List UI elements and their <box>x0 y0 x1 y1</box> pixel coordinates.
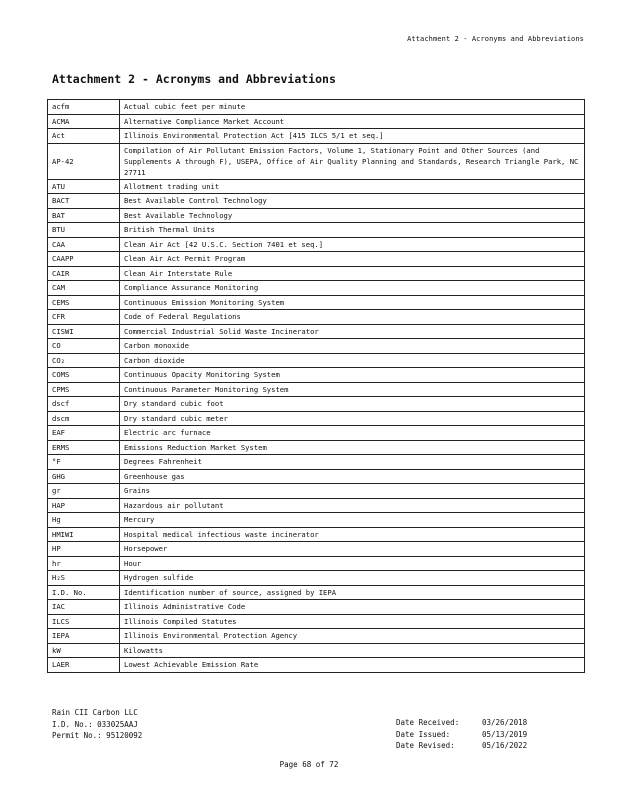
table-row <box>48 295 585 310</box>
acronym-term: CPMS <box>48 382 120 397</box>
table-row <box>48 100 585 115</box>
table-row <box>48 643 585 658</box>
acronym-definition: Greenhouse gas <box>120 469 585 484</box>
acronym-definition: Illinois Environmental Protection Agency <box>120 629 585 644</box>
date-issued-row <box>396 729 527 741</box>
table-row <box>48 542 585 557</box>
acronym-term: acfm <box>48 100 120 115</box>
acronym-definition: Alternative Compliance Market Account <box>120 114 585 129</box>
acronym-term: CFR <box>48 310 120 325</box>
table-row <box>48 397 585 412</box>
table-row <box>48 585 585 600</box>
table-row <box>48 310 585 325</box>
date-revised-row <box>396 740 527 752</box>
acronym-definition: Dry standard cubic foot <box>120 397 585 412</box>
acronym-term: BAT <box>48 208 120 223</box>
acronym-term: BTU <box>48 223 120 238</box>
table-row <box>48 629 585 644</box>
table-row <box>48 368 585 383</box>
acronyms-table-body <box>48 100 585 673</box>
table-row <box>48 266 585 281</box>
acronym-definition: Electric arc furnace <box>120 426 585 441</box>
acronym-definition: Actual cubic feet per minute <box>120 100 585 115</box>
acronym-term: HMIWI <box>48 527 120 542</box>
acronym-term: ILCS <box>48 614 120 629</box>
acronym-definition: Grains <box>120 484 585 499</box>
acronym-term: CO <box>48 339 120 354</box>
table-row <box>48 382 585 397</box>
table-row <box>48 426 585 441</box>
acronym-definition: Allotment trading unit <box>120 179 585 194</box>
footer-id-number: I.D. No.: 033025AAJ <box>52 719 138 729</box>
acronym-term: IEPA <box>48 629 120 644</box>
acronym-term: EAF <box>48 426 120 441</box>
table-row <box>48 194 585 209</box>
acronym-term: H₂S <box>48 571 120 586</box>
acronym-definition: British Thermal Units <box>120 223 585 238</box>
acronym-term: CEMS <box>48 295 120 310</box>
acronym-term: BACT <box>48 194 120 209</box>
table-row <box>48 600 585 615</box>
acronym-term: gr <box>48 484 120 499</box>
running-header: Attachment 2 - Acronyms and Abbreviations <box>407 35 584 43</box>
acronym-term: kW <box>48 643 120 658</box>
date-issued-label: Date Issued: <box>396 729 451 739</box>
acronym-term: CO₂ <box>48 353 120 368</box>
table-row <box>48 484 585 499</box>
acronym-term: GHG <box>48 469 120 484</box>
acronym-definition: Illinois Compiled Statutes <box>120 614 585 629</box>
table-row <box>48 353 585 368</box>
date-received-row <box>396 717 527 729</box>
acronym-term: dscm <box>48 411 120 426</box>
table-row <box>48 114 585 129</box>
footer-dates-block <box>396 717 527 752</box>
acronym-term: hr <box>48 556 120 571</box>
acronym-term: CAA <box>48 237 120 252</box>
acronym-definition: Identification number of source, assigned by IEPA <box>120 585 585 600</box>
date-revised-value: 05/16/2022 <box>482 741 528 750</box>
acronym-term: HAP <box>48 498 120 513</box>
acronym-definition: Continuous Emission Monitoring System <box>120 295 585 310</box>
acronym-definition: Compilation of Air Pollutant Emission Factors, Volume 1, Stationary Point and Other Sources (and Supplements A through F), USEPA, Office of Air Quality Planning and Standards, Research Triangle Park, NC 27711 <box>120 143 585 179</box>
acronym-term: Act <box>48 129 120 144</box>
acronym-definition: Continuous Opacity Monitoring System <box>120 368 585 383</box>
acronym-definition: Clean Air Act [42 U.S.C. Section 7401 et seq.] <box>120 237 585 252</box>
acronym-term: HP <box>48 542 120 557</box>
acronym-term: CISWI <box>48 324 120 339</box>
table-row <box>48 556 585 571</box>
acronym-definition: Hazardous air pollutant <box>120 498 585 513</box>
table-row <box>48 658 585 673</box>
date-received-value: 03/26/2018 <box>482 718 528 727</box>
table-row <box>48 129 585 144</box>
table-row <box>48 614 585 629</box>
acronym-term: ATU <box>48 179 120 194</box>
table-row <box>48 339 585 354</box>
table-row <box>48 513 585 528</box>
acronym-definition: Degrees Fahrenheit <box>120 455 585 470</box>
acronym-term: IAC <box>48 600 120 615</box>
acronym-definition: Mercury <box>120 513 585 528</box>
acronym-definition: Horsepower <box>120 542 585 557</box>
acronym-term: ACMA <box>48 114 120 129</box>
acronym-definition: Hour <box>120 556 585 571</box>
acronym-term: AP-42 <box>48 143 120 179</box>
acronym-term: Hg <box>48 513 120 528</box>
acronym-definition: Best Available Technology <box>120 208 585 223</box>
acronym-definition: Kilowatts <box>120 643 585 658</box>
date-revised-label: Date Revised: <box>396 741 455 750</box>
acronym-term: dscf <box>48 397 120 412</box>
table-row <box>48 208 585 223</box>
table-row <box>48 527 585 542</box>
acronym-definition: Dry standard cubic meter <box>120 411 585 426</box>
acronym-definition: Hydrogen sulfide <box>120 571 585 586</box>
date-received-label: Date Received: <box>396 718 460 727</box>
acronym-term: CAAPP <box>48 252 120 267</box>
acronym-definition: Carbon monoxide <box>120 339 585 354</box>
acronym-definition: Best Available Control Technology <box>120 194 585 209</box>
table-row <box>48 571 585 586</box>
acronym-definition: Hospital medical infectious waste incinerator <box>120 527 585 542</box>
table-row <box>48 440 585 455</box>
table-row <box>48 498 585 513</box>
table-row <box>48 237 585 252</box>
acronyms-table <box>47 99 585 673</box>
acronym-definition: Continuous Parameter Monitoring System <box>120 382 585 397</box>
table-row <box>48 252 585 267</box>
acronym-definition: Illinois Administrative Code <box>120 600 585 615</box>
acronym-definition: Compliance Assurance Monitoring <box>120 281 585 296</box>
table-row <box>48 281 585 296</box>
footer-permit-number: Permit No.: 95120092 <box>52 731 143 740</box>
acronym-term: COMS <box>48 368 120 383</box>
acronym-term: I.D. No. <box>48 585 120 600</box>
table-row <box>48 223 585 238</box>
footer-company: Rain CII Carbon LLC <box>52 708 138 717</box>
acronym-term: °F <box>48 455 120 470</box>
footer-permittee-block <box>52 707 142 742</box>
acronym-term: CAIR <box>48 266 120 281</box>
date-issued-value: 05/13/2019 <box>482 729 528 739</box>
acronym-term: LAER <box>48 658 120 673</box>
acronym-definition: Illinois Environmental Protection Act [415 ILCS 5/1 et seq.] <box>120 129 585 144</box>
acronym-term: CAM <box>48 281 120 296</box>
table-row <box>48 324 585 339</box>
acronym-definition: Emissions Reduction Market System <box>120 440 585 455</box>
table-row <box>48 179 585 194</box>
acronym-definition: Carbon dioxide <box>120 353 585 368</box>
acronym-definition: Clean Air Interstate Rule <box>120 266 585 281</box>
acronym-definition: Clean Air Act Permit Program <box>120 252 585 267</box>
page-title: Attachment 2 - Acronyms and Abbreviations <box>52 72 336 86</box>
acronym-definition: Code of Federal Regulations <box>120 310 585 325</box>
acronym-definition: Commercial Industrial Solid Waste Incinerator <box>120 324 585 339</box>
table-row <box>48 455 585 470</box>
acronym-term: ERMS <box>48 440 120 455</box>
table-row <box>48 469 585 484</box>
acronym-definition: Lowest Achievable Emission Rate <box>120 658 585 673</box>
table-row <box>48 411 585 426</box>
page-number: Page 68 of 72 <box>279 760 339 769</box>
table-row <box>48 143 585 179</box>
